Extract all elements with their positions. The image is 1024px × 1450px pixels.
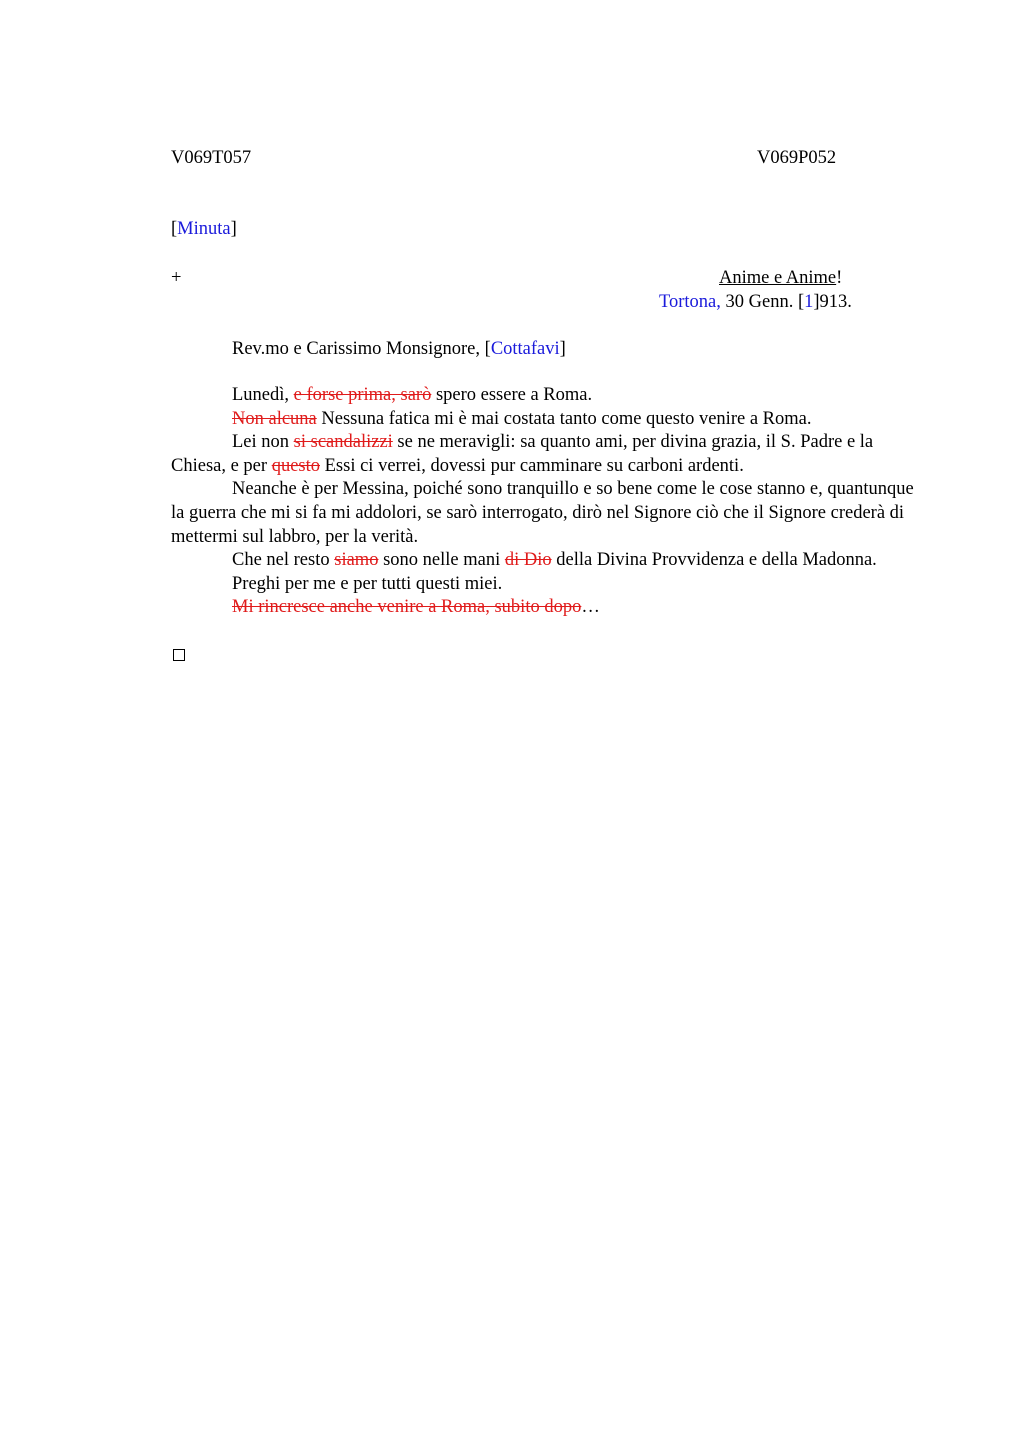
paragraph-1 (171, 384, 921, 408)
paragraph-7 (171, 596, 921, 620)
paragraph-5 (171, 549, 921, 573)
text-run: spero essere a Roma. (431, 385, 593, 405)
motto-text: Anime e Anime (719, 268, 837, 288)
deleted-text: si scandalizzi (293, 432, 393, 453)
paragraph-2 (171, 408, 921, 432)
dateline-date-a: 30 Genn. [ (720, 292, 805, 312)
archive-code-right: V069P052 (757, 148, 837, 168)
dateline-place: Tortona, (659, 292, 721, 312)
deleted-text: Mi rincresce anche venire a Roma, subito dopo (232, 597, 582, 618)
deleted-text: Non alcuna (232, 408, 317, 429)
text-run: Neanche è per Messina, poiché sono tranquillo e so bene come le cose stanno e, quantunque la guerra che mi si fa mi addolori, se sarò interrogato, dirò nel Signore ciò che il Signore crederà di mettermi sul labbro, per la verità. (171, 479, 914, 547)
text-run: Nessuna fatica mi è mai costata tanto come questo venire a Roma. (316, 408, 812, 429)
text-run: sono nelle mani (378, 550, 505, 571)
text-run: della Divina Provvidenza e della Madonna. (551, 550, 877, 571)
paragraph-3 (171, 431, 921, 478)
paragraph-6 (171, 573, 921, 597)
archive-code-left: V069T057 (171, 148, 252, 168)
minuta-bracket-close: ] (230, 219, 237, 239)
dateline (659, 290, 852, 314)
text-run: Lunedì, (232, 385, 294, 405)
salutation-close: ] (559, 339, 566, 359)
letter-body (171, 384, 921, 620)
minuta-bracket-open: [ (171, 219, 178, 239)
deleted-text: questo (271, 455, 320, 476)
text-run: … (581, 597, 600, 618)
motto (719, 266, 842, 290)
text-run: Che nel resto (232, 550, 335, 571)
salutation (232, 337, 566, 361)
square-outline-icon (173, 649, 185, 661)
motto-punct: ! (836, 268, 843, 288)
deleted-text: e forse prima, sarò (293, 385, 432, 405)
minuta-label (171, 217, 237, 241)
salutation-name: Cottafavi (490, 339, 560, 359)
text-run: se ne meravigli: sa quanto ami, per divina grazia, il S. Padre e la Chiesa, e per (171, 432, 874, 476)
deleted-text: di Dio (504, 550, 552, 571)
dateline-date-b: ]913. (813, 292, 852, 312)
text-run: Lei non (232, 432, 294, 453)
minuta-word: Minuta (177, 219, 231, 239)
salutation-text: Rev.mo e Carissimo Monsignore, [ (232, 339, 491, 359)
text-run: Preghi per me e per tutti questi miei. (232, 573, 503, 594)
cross-mark: + (171, 268, 182, 288)
text-run: Essi ci verrei, dovessi pur camminare su carboni ardenti. (320, 455, 744, 476)
deleted-text: siamo (334, 550, 379, 571)
dateline-year-digit: 1 (804, 292, 814, 312)
paragraph-4 (171, 478, 921, 549)
